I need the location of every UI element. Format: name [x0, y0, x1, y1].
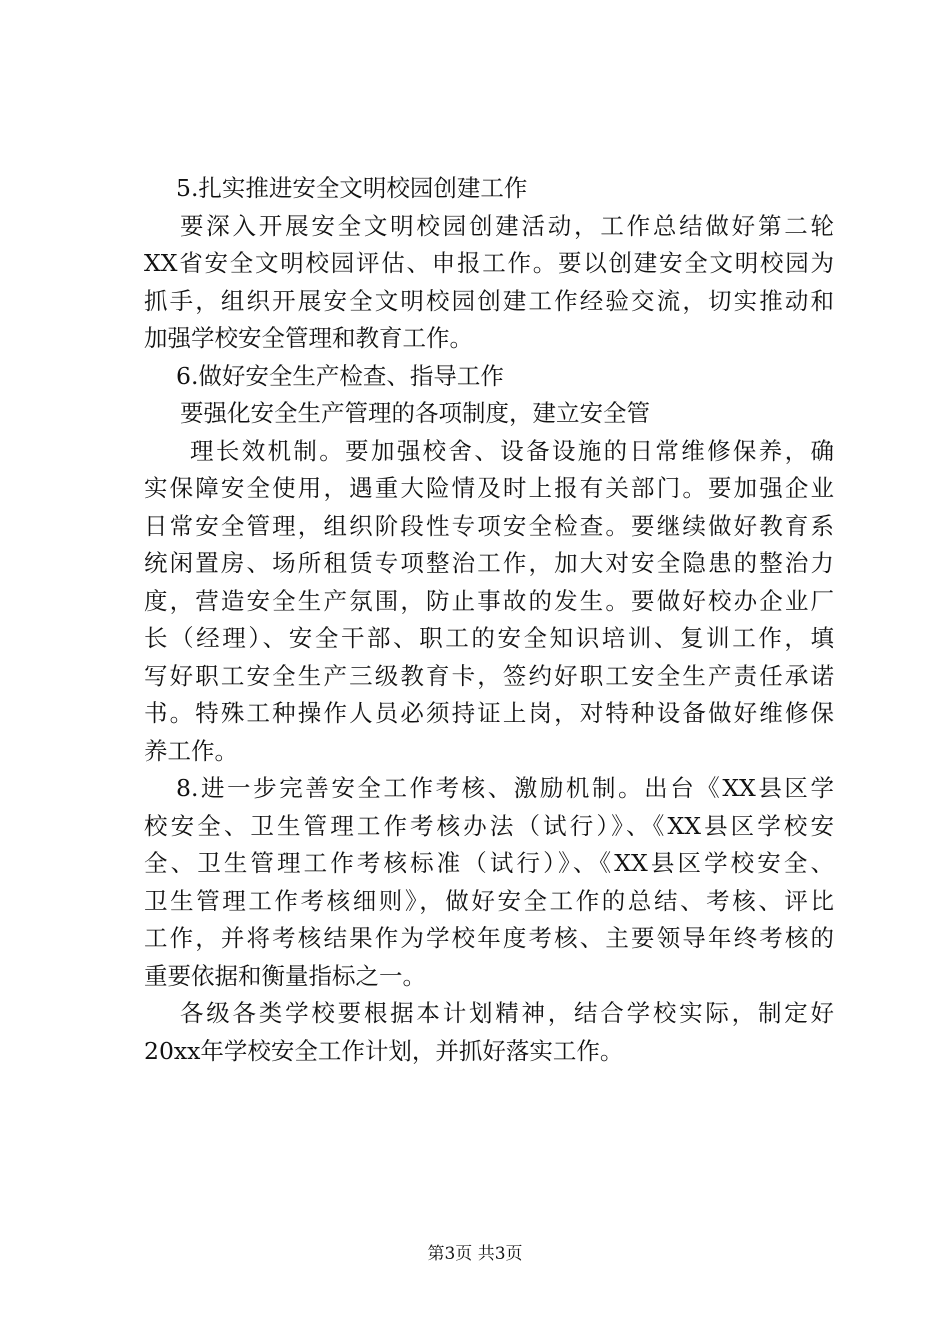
text-line: 卫生管理工作考核细则》，做好安全工作的总结、考核、评比: [144, 886, 834, 915]
text-line: 重要依据和衡量指标之一。: [144, 961, 426, 990]
text-line: 20xx年学校安全工作计划，并抓好落实工作。: [144, 1036, 624, 1065]
text-line: 加强学校安全管理和教育工作。: [144, 324, 473, 352]
text-line: 抓手，组织开展安全文明校园创建工作经验交流，切实推动和: [144, 286, 834, 315]
page-footer: 第3页 共3页: [427, 1244, 523, 1264]
text-line: 5.扎实推进安全文明校园创建工作: [176, 174, 528, 202]
text-line: 理长效机制。要加强校舍、设备设施的日常维修保养，确: [190, 436, 834, 465]
text-line: 度，营造安全生产氛围，防止事故的发生。要做好校办企业厂: [144, 586, 834, 615]
text-line: 要深入开展安全文明校园创建活动，工作总结做好第二轮: [180, 211, 834, 240]
text-line: XX省安全文明校园评估、申报工作。要以创建安全文明校园为: [144, 249, 834, 277]
text-line: 校安全、卫生管理工作考核办法（试行）》、《XX县区学校安: [144, 811, 834, 840]
text-line: 日常安全管理，组织阶段性专项安全检查。要继续做好教育系: [144, 511, 834, 540]
text-line: 8.进一步完善安全工作考核、激励机制。出台《XX县区学: [176, 774, 834, 802]
text-line: 写好职工安全生产三级教育卡，签约好职工安全生产责任承诺: [144, 661, 834, 690]
text-line: 实保障安全使用，遇重大险情及时上报有关部门。要加强企业: [144, 474, 834, 502]
text-line: 6.做好安全生产检查、指导工作: [176, 361, 504, 390]
text-line: 书。特殊工种操作人员必须持证上岗，对特种设备做好维修保: [144, 699, 834, 727]
document-body: [144, 170, 834, 1070]
text-line: 全、卫生管理工作考核标准（试行）》、《XX县区学校安全、: [144, 849, 834, 877]
text-line: 统闲置房、场所租赁专项整治工作，加大对安全隐患的整治力: [144, 549, 834, 577]
text-line: 长（经理）、安全干部、职工的安全知识培训、复训工作，填: [144, 624, 834, 652]
text-line: 各级各类学校要根据本计划精神，结合学校实际，制定好: [180, 999, 834, 1027]
text-line: 养工作。: [144, 736, 238, 765]
text-line: 要强化安全生产管理的各项制度，建立安全管: [180, 399, 650, 427]
text-line: 工作，并将考核结果作为学校年度考核、主要领导年终考核的: [144, 924, 834, 952]
